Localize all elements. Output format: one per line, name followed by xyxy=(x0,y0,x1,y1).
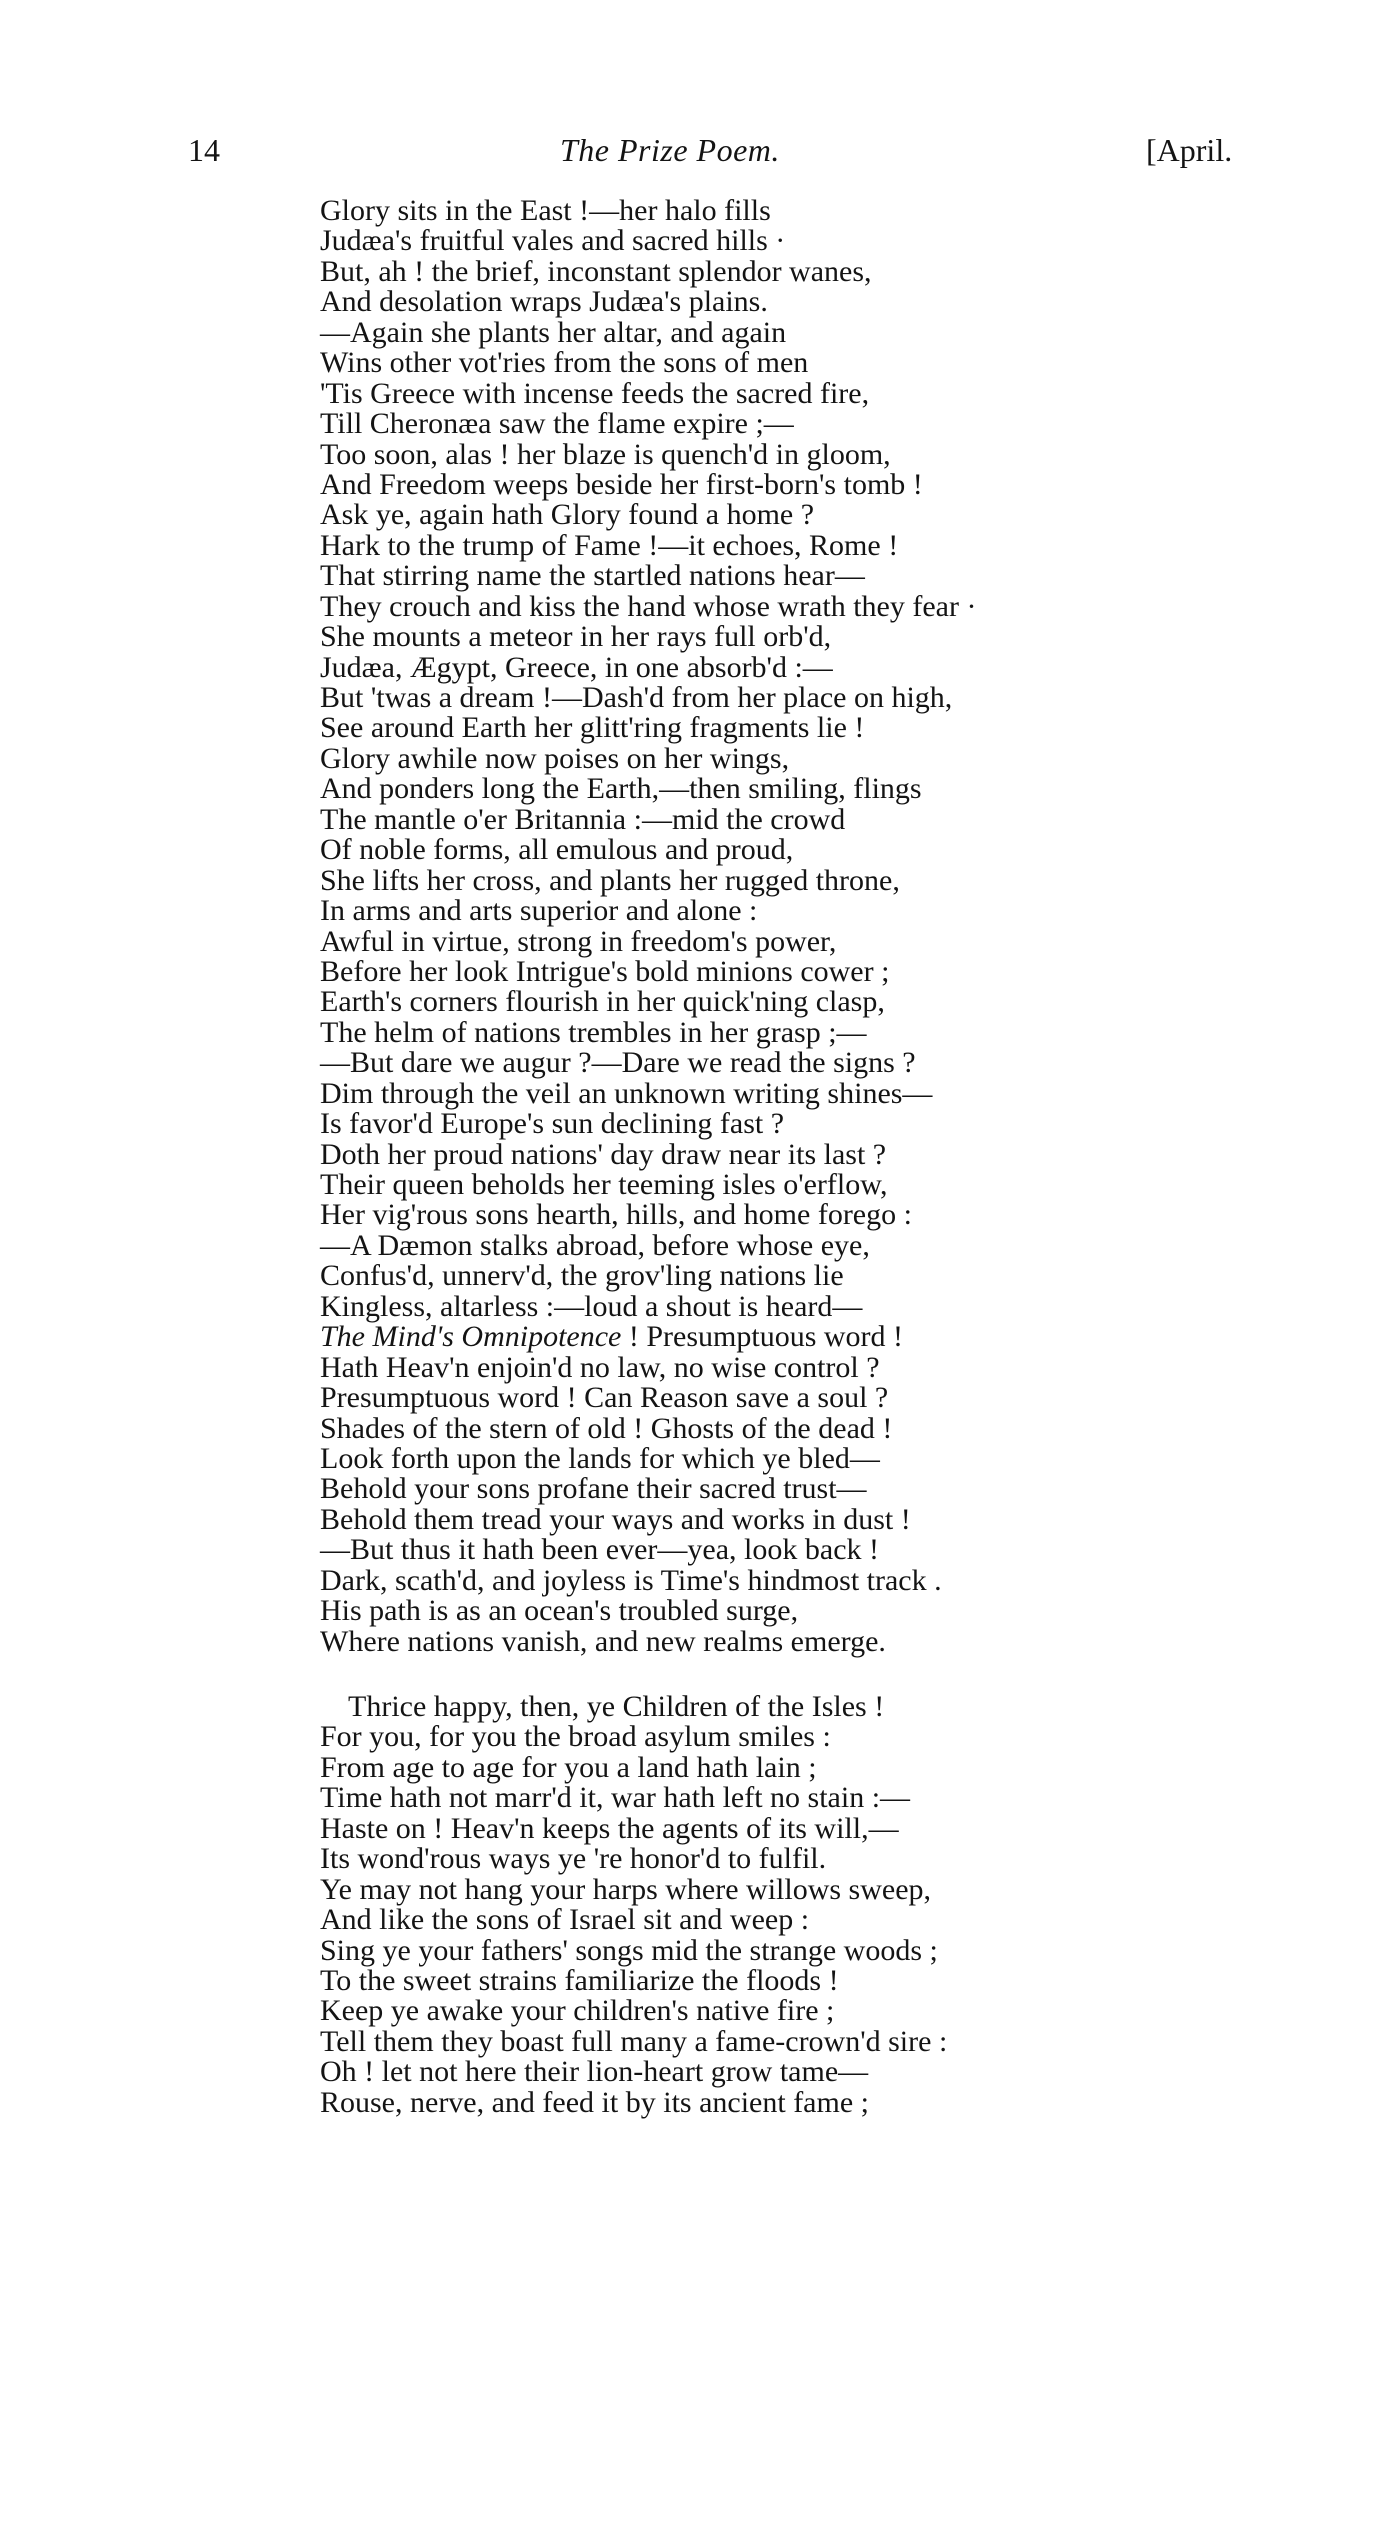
poem-line: Shades of the stern of old ! Ghosts of the dead ! xyxy=(320,1411,893,1445)
poem-line: And like the sons of Israel sit and weep : xyxy=(320,1903,810,1937)
poem-line: Behold your sons profane their sacred trust— xyxy=(320,1472,867,1506)
poem-line: Presumptuous word ! Can Reason save a soul ? xyxy=(320,1381,889,1415)
poem-line: Its wond'rous ways ye 're honor'd to fulfil. xyxy=(320,1842,827,1876)
poem-line: That stirring name the startled nations hear— xyxy=(320,559,865,593)
stanza-1 xyxy=(320,196,1320,1657)
poem-line: Look forth upon the lands for which ye bled— xyxy=(320,1441,880,1475)
poem-line: Oh ! let not here their lion-heart grow tame— xyxy=(320,2055,869,2089)
poem-line: —But dare we augur ?—Dare we read the signs ? xyxy=(320,1046,916,1080)
poem-line: Is favor'd Europe's sun declining fast ? xyxy=(320,1107,785,1141)
poem-line: Judæa, Ægypt, Greece, in one absorb'd :— xyxy=(320,650,833,684)
poem-line: Dim through the veil an unknown writing shines— xyxy=(320,1076,933,1110)
page-number: 14 xyxy=(188,132,220,168)
poem-line: Earth's corners flourish in her quick'ning clasp, xyxy=(320,985,885,1019)
poem-line: And ponders long the Earth,—then smiling, flings xyxy=(320,772,922,806)
poem-line: Glory awhile now poises on her wings, xyxy=(320,741,790,775)
poem-line: Awful in virtue, strong in freedom's power, xyxy=(320,924,837,958)
poem-line: Judæa's fruitful vales and sacred hills · xyxy=(320,224,786,258)
poem-line: They crouch and kiss the hand whose wrath they fear · xyxy=(320,589,977,623)
page-header xyxy=(0,128,1387,172)
poem-line: Ask ye, again hath Glory found a home ? xyxy=(320,498,815,532)
poem-line: To the sweet strains familiarize the floods ! xyxy=(320,1963,839,1997)
poem-line: Their queen beholds her teeming isles o'erflow, xyxy=(320,1168,888,1201)
poem-line: His path is as an ocean's troubled surge, xyxy=(320,1594,799,1628)
poem-line: The helm of nations trembles in her grasp ;— xyxy=(320,1015,867,1049)
poem-line: Her vig'rous sons hearth, hills, and home forego : xyxy=(320,1198,912,1232)
running-title: The Prize Poem. xyxy=(560,132,780,168)
poem-line: Before her look Intrigue's bold minions cower ; xyxy=(320,954,890,988)
poem-line: For you, for you the broad asylum smiles : xyxy=(320,1720,831,1754)
poem-line: Haste on ! Heav'n keeps the agents of its will,— xyxy=(320,1811,899,1845)
poem-line: Wins other vot'ries from the sons of men xyxy=(320,346,809,380)
poem-line: —But thus it hath been ever—yea, look back ! xyxy=(320,1533,880,1567)
poem-line: The mantle o'er Britannia :—mid the crowd xyxy=(320,802,846,836)
poem-line: And Freedom weeps beside her first-born's tomb ! xyxy=(320,467,923,501)
poem-line: Thrice happy, then, ye Children of the Isles ! xyxy=(348,1690,885,1723)
poem-line: Tell them they boast full many a fame-crown'd sire : xyxy=(320,2024,948,2058)
poem-line: Keep ye awake your children's native fire ; xyxy=(320,1994,835,2028)
poem-line: Hath Heav'n enjoin'd no law, no wise control ? xyxy=(320,1350,880,1384)
poem-line: But 'twas a dream !—Dash'd from her place on high, xyxy=(320,681,953,714)
poem-line: She lifts her cross, and plants her rugged throne, xyxy=(320,863,900,897)
poem-line: Dark, scath'd, and joyless is Time's hindmost track . xyxy=(320,1563,942,1597)
poem-line: Rouse, nerve, and feed it by its ancient fame ; xyxy=(320,2085,869,2119)
poem-line: Kingless, altarless :—loud a shout is heard— xyxy=(320,1289,863,1323)
poem-line: —Again she plants her altar, and again xyxy=(320,315,787,349)
poem-line: 'Tis Greece with incense feeds the sacred fire, xyxy=(320,376,870,410)
stanza-2 xyxy=(320,1692,1320,2118)
poem-line: —A Dæmon stalks abroad, before whose eye, xyxy=(320,1228,870,1262)
poem-line: Confus'd, unnerv'd, the grov'ling nations lie xyxy=(320,1259,844,1293)
poem-line: The Mind's Omnipotence ! Presumptuous word ! xyxy=(320,1320,904,1354)
running-month: [April. xyxy=(1146,132,1233,168)
poem-line: See around Earth her glitt'ring fragments lie ! xyxy=(320,711,865,745)
poem-line: From age to age for you a land hath lain ; xyxy=(320,1750,817,1784)
poem-line: Till Cheronæa saw the flame expire ;— xyxy=(320,407,794,441)
poem-line: Where nations vanish, and new realms emerge. xyxy=(320,1624,886,1658)
poem-line: Hark to the trump of Fame !—it echoes, Rome ! xyxy=(320,528,899,562)
poem-line: And desolation wraps Judæa's plains. xyxy=(320,285,768,319)
poem-line: Ye may not hang your harps where willows sweep, xyxy=(320,1872,932,1906)
poem-body xyxy=(320,196,1320,2118)
poem-line: Sing ye your fathers' songs mid the strange woods ; xyxy=(320,1933,938,1967)
poem-line: Behold them tread your ways and works in dust ! xyxy=(320,1502,911,1536)
poem-line: She mounts a meteor in her rays full orb'd, xyxy=(320,620,832,654)
poem-line: Doth her proud nations' day draw near its last ? xyxy=(320,1137,887,1171)
poem-line: Time hath not marr'd it, war hath left no stain :— xyxy=(320,1781,911,1815)
poem-line: In arms and arts superior and alone : xyxy=(320,894,758,928)
poem-line: But, ah ! the brief, inconstant splendor wanes, xyxy=(320,254,872,288)
poem-line: Of noble forms, all emulous and proud, xyxy=(320,833,794,867)
poem-line: Too soon, alas ! her blaze is quench'd in gloom, xyxy=(320,437,891,471)
poem-line: Glory sits in the East !—her halo fills xyxy=(320,194,771,227)
italic-phrase: The Mind's Omnipotence xyxy=(320,1320,622,1354)
